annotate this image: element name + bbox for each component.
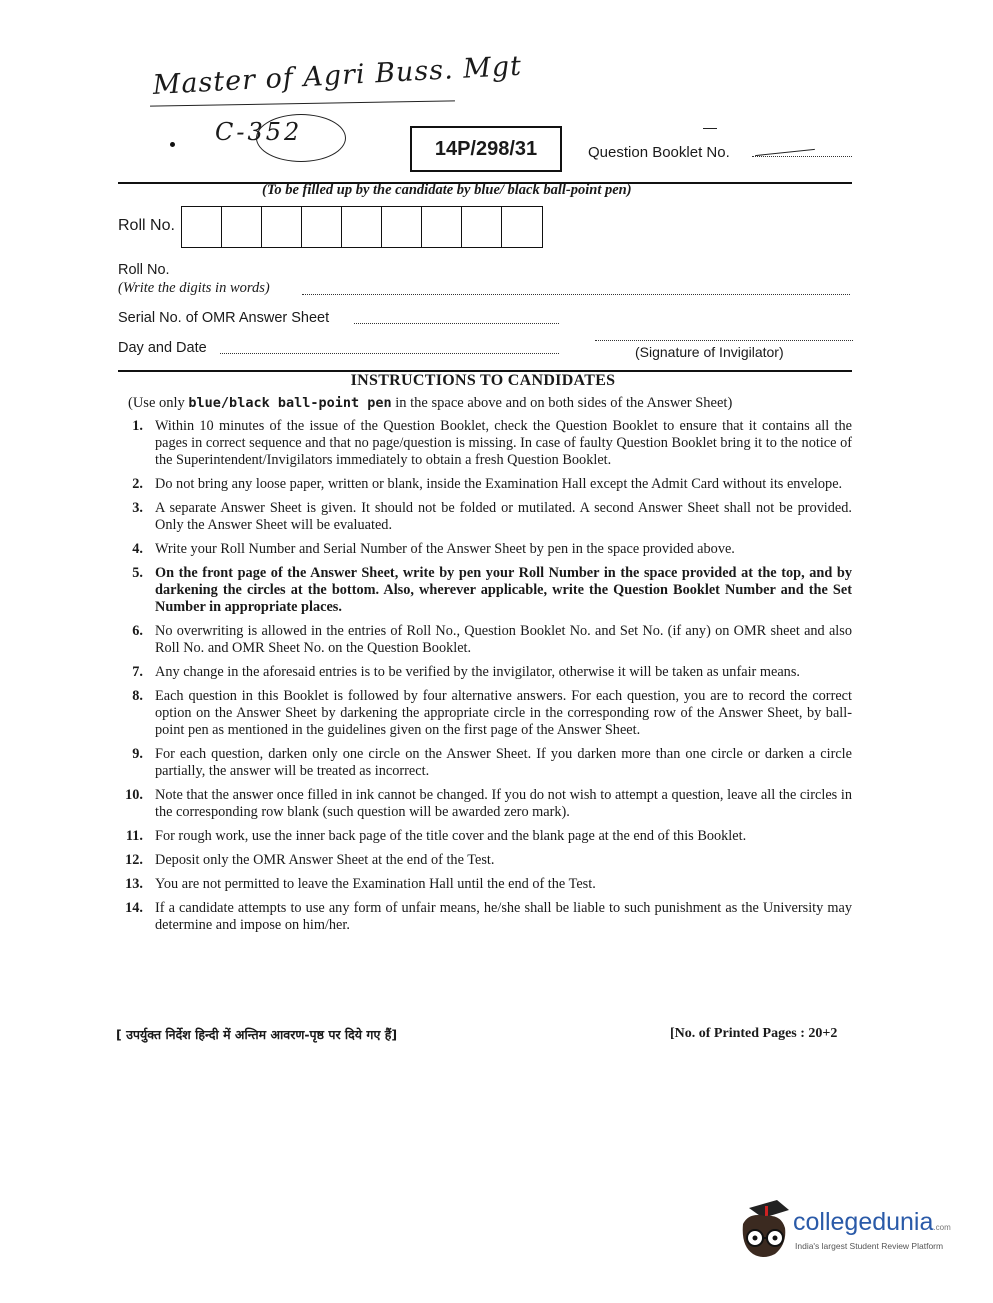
instruction-number: 12.: [125, 852, 143, 868]
roll-digit-box[interactable]: [462, 207, 502, 247]
instruction-text: If a candidate attempts to use any form of unfair means, he/she shall be liable to such punishment as the University may determine and impose on him/her.: [155, 900, 852, 933]
instruction-number: 3.: [132, 500, 143, 516]
serial-field[interactable]: [354, 323, 559, 324]
instruction-text: For rough work, use the inner back page of the title cover and the blank page at the end of this Booklet.: [155, 828, 747, 844]
roll-digit-box[interactable]: [222, 207, 262, 247]
brand-suffix: .com: [933, 1223, 951, 1232]
instruction-text: Do not bring any loose paper, written or blank, inside the Examination Hall except the Admit Card without its envelope.: [155, 476, 843, 492]
instruction-item: [110, 541, 852, 558]
instruction-number: 9.: [132, 746, 143, 762]
hindi-note: [116, 1026, 397, 1043]
printed-pages-text: [No. of Printed Pages : 20+2: [670, 1026, 838, 1041]
instructions-intro: [128, 395, 732, 412]
instruction-number: 11.: [125, 828, 143, 844]
intro-pre: (Use only: [128, 395, 189, 411]
instruction-text: Write your Roll Number and Serial Number of the Answer Sheet by pen in the space provided above.: [155, 541, 735, 557]
handwritten-code-circle: [256, 114, 346, 162]
roll-digit-box[interactable]: [502, 207, 542, 247]
instruction-number: 2.: [132, 476, 143, 492]
serial-label: [118, 310, 329, 326]
instruction-item: [110, 688, 852, 739]
intro-post: in the space above and on both sides of the Answer Sheet): [391, 395, 733, 411]
instructions-list: [110, 418, 852, 941]
roll-digit-box[interactable]: [262, 207, 302, 247]
instruction-item: [110, 876, 852, 893]
instructions-title-text: INSTRUCTIONS TO CANDIDATES: [350, 372, 616, 389]
signature-label: [635, 344, 784, 360]
roll-no-words-hint: [118, 280, 270, 297]
roll-digit-box[interactable]: [422, 207, 462, 247]
roll-no-words-label-text: Roll No.: [118, 262, 170, 278]
roll-digit-box[interactable]: [182, 207, 222, 247]
signature-field[interactable]: [595, 340, 853, 341]
instruction-text: You are not permitted to leave the Examination Hall until the end of the Test.: [155, 876, 596, 892]
brand-mascot-icon: [735, 1198, 793, 1264]
instruction-item: [110, 746, 852, 780]
handwritten-title: Master of Agri Buss. Mgt: [152, 50, 523, 101]
roll-no-words-label: [118, 262, 170, 278]
brand-tagline: [795, 1241, 943, 1251]
instruction-number: 10.: [125, 787, 143, 803]
instruction-item: [110, 852, 852, 869]
roll-no-words-hint-text: (Write the digits in words): [118, 280, 270, 296]
roll-no-label: [118, 217, 175, 235]
instruction-item: [110, 500, 852, 534]
instruction-item: [110, 476, 852, 493]
instruction-item: [110, 565, 852, 616]
roll-digit-box[interactable]: [302, 207, 342, 247]
booklet-code: 14P/298/31: [434, 137, 538, 160]
instruction-item: [110, 664, 852, 681]
question-booklet-label-text: Question Booklet No.: [588, 144, 730, 161]
day-date-label: [118, 340, 207, 356]
instruction-number: 5.: [132, 565, 143, 581]
instruction-text: Within 10 minutes of the issue of the Question Booklet, check the Question Booklet to ensure that it contains all the pages in correct sequence and that no page/question is missing. In case of faulty Question Booklet bring it to the notice of the Superintendent/Invigilators immediately to obtain a fresh Question Booklet.: [155, 418, 852, 468]
printed-pages: [670, 1026, 837, 1042]
question-booklet-label: [588, 144, 730, 161]
instruction-item: [110, 418, 852, 469]
instruction-text: Any change in the aforesaid entries is to be verified by the invigilator, otherwise it will be taken as unfair means.: [155, 664, 800, 680]
instruction-text: On the front page of the Answer Sheet, write by pen your Roll Number in the space provided at the top, and by darkening the circles at the bottom. Also, wherever applicable, write the Question Booklet Number and the Set Number in appropriate places.: [155, 565, 852, 615]
day-date-label-text: Day and Date: [118, 340, 207, 356]
instruction-number: 6.: [132, 623, 143, 639]
fill-note: [262, 182, 632, 199]
instruction-text: Deposit only the OMR Answer Sheet at the end of the Test.: [155, 852, 495, 868]
instruction-number: 8.: [132, 688, 143, 704]
brand-name: [793, 1208, 951, 1237]
roll-no-words-field[interactable]: [302, 294, 850, 295]
instruction-number: 7.: [132, 664, 143, 680]
serial-label-text: Serial No. of OMR Answer Sheet: [118, 310, 330, 326]
instruction-item: [110, 787, 852, 821]
instruction-text: For each question, darken only one circle on the Answer Sheet. If you darken more than one circle or darken a circle partially, the answer will be treated as incorrect.: [155, 746, 852, 779]
booklet-code-box: [410, 126, 562, 172]
instructions-title: [0, 372, 966, 390]
intro-bold: blue/black ball-point pen: [188, 395, 392, 411]
instruction-number: 1.: [132, 418, 143, 434]
roll-no-boxes[interactable]: [181, 206, 543, 248]
roll-digit-box[interactable]: [342, 207, 382, 247]
instruction-text: Note that the answer once filled in ink cannot be changed. If you do not wish to attempt a question, leave all the circles in the corresponding row blank (such question will be awarded zero mark).: [155, 787, 852, 820]
dash-mark: [703, 128, 717, 129]
fill-note-text: (To be filled up by the candidate by blue/ black ball-point pen): [262, 182, 632, 198]
instruction-text: Each question in this Booklet is followed by four alternative answers. For each question, you are to record the correct option on the Answer Sheet by darkening the appropriate circle in the corresponding row of the Answer Sheet, by ball-point pen as mentioned in the guidelines given on the first page of the Answer Sheet.: [155, 688, 852, 738]
instruction-number: 4.: [132, 541, 143, 557]
instruction-item: [110, 900, 852, 934]
hindi-note-text: [ उपर्युक्त निर्देश हिन्दी में अन्तिम आवरण-पृष्ठ पर दिये गए हैं]: [116, 1027, 398, 1042]
bullet-dot: [170, 142, 175, 147]
instruction-number: 13.: [125, 876, 143, 892]
day-date-field[interactable]: [220, 353, 559, 354]
brand-tagline-text: India's largest Student Review Platform: [795, 1241, 944, 1251]
signature-label-text: (Signature of Invigilator): [635, 344, 784, 360]
instruction-number: 14.: [125, 900, 143, 916]
roll-digit-box[interactable]: [382, 207, 422, 247]
instruction-item: [110, 623, 852, 657]
handwritten-code-text: C-352: [215, 118, 303, 146]
instruction-text: A separate Answer Sheet is given. It should not be folded or mutilated. A second Answer Sheet shall not be provided. Only the Answer Sheet will be evaluated.: [155, 500, 852, 533]
brand-logo: [735, 1198, 965, 1268]
handwritten-underline: [150, 100, 455, 106]
instruction-item: [110, 828, 852, 845]
brand-name-text: collegedunia: [793, 1208, 934, 1236]
roll-no-label-text: Roll No.: [118, 217, 175, 234]
question-booklet-no-field[interactable]: [752, 156, 852, 157]
instruction-text: No overwriting is allowed in the entries of Roll No., Question Booklet No. and Set No. (if any) on OMR sheet and also Roll No. and OMR Sheet No. on the Question Booklet.: [155, 623, 852, 656]
